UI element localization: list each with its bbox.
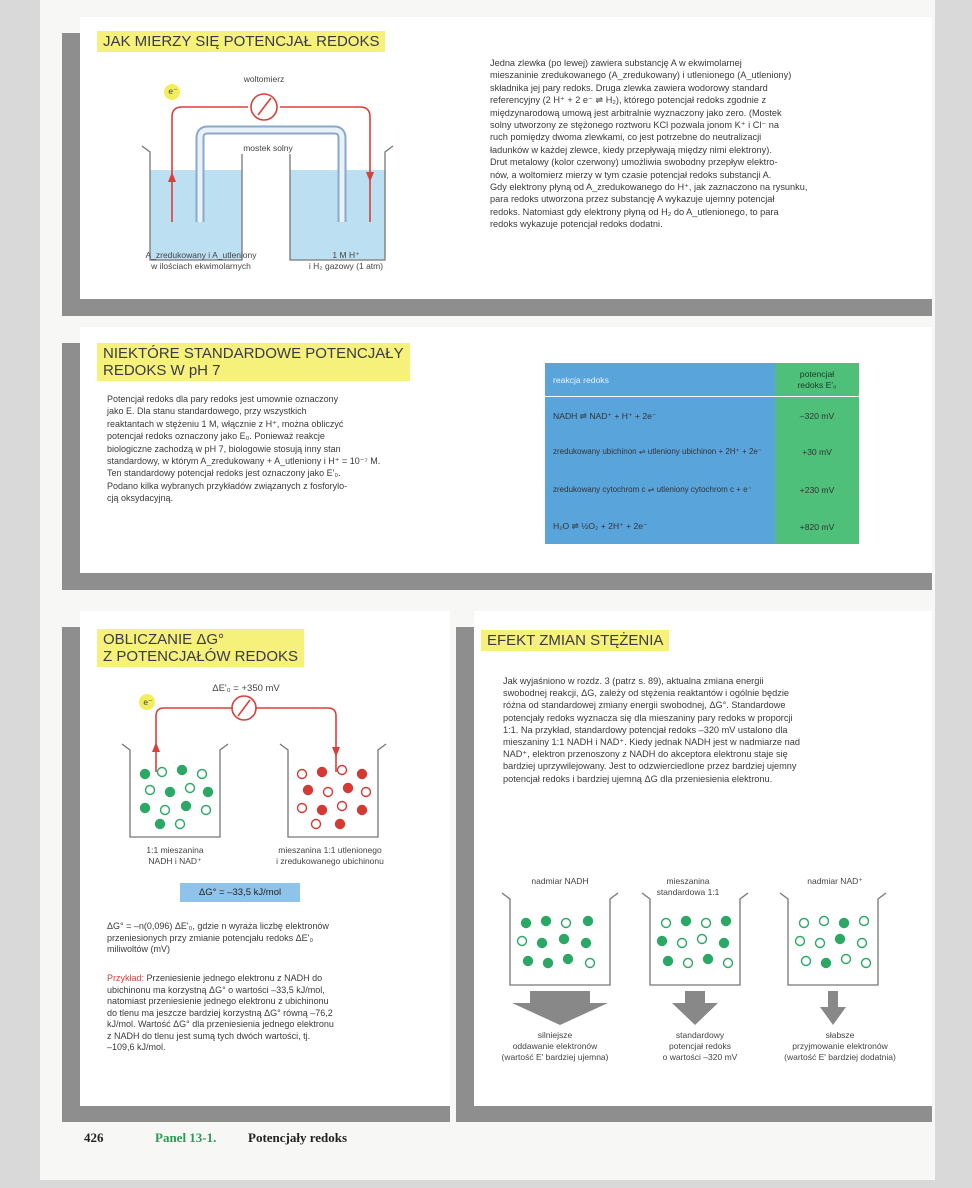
molecule-open — [161, 806, 170, 815]
molecule-filled — [182, 802, 191, 811]
molecule-filled — [156, 820, 165, 829]
delta-g-value: ΔG° = –33,5 kJ/mol — [180, 883, 300, 902]
beaker-label-excess-nad: nadmiar NAD⁺ — [807, 876, 863, 886]
salt-bridge-label: mostek solny — [228, 143, 308, 154]
electron-label: e⁻ — [143, 697, 153, 707]
molecule-open — [298, 770, 307, 779]
left-beaker-caption: 1:1 mieszanina NADH i NAD⁺ — [146, 845, 204, 866]
molecule-filled — [840, 919, 849, 928]
molecule-filled — [178, 766, 187, 775]
molecule-open — [662, 919, 671, 928]
molecule-open — [158, 768, 167, 777]
molecule-open — [562, 919, 571, 928]
molecule-filled — [542, 917, 551, 926]
molecule-filled — [358, 806, 367, 815]
voltmeter-label: woltomierz — [243, 74, 285, 84]
molecule-open — [176, 820, 185, 829]
molecule-filled — [344, 784, 353, 793]
molecule-filled — [584, 917, 593, 926]
molecule-open — [860, 917, 869, 926]
molecule-open — [198, 770, 207, 779]
molecule-open — [796, 937, 805, 946]
page-number: 426 — [84, 1130, 104, 1145]
molecule-filled — [318, 806, 327, 815]
molecule-filled — [836, 935, 845, 944]
molecule-filled — [544, 959, 553, 968]
molecule-filled — [538, 939, 547, 948]
molecule-open — [702, 919, 711, 928]
table-row: H₂O ⇌ ½O₂ + 2H⁺ + 2e⁻ +820 mV — [553, 521, 835, 532]
molecule-open — [186, 784, 195, 793]
molecule-filled — [560, 935, 569, 944]
molecule-open — [816, 939, 825, 948]
left-beaker-label: A_zredukowany i A_utleniony w ilościach ekwimolarnych — [145, 250, 257, 271]
medium-arrow-icon — [672, 991, 718, 1025]
molecule-open — [800, 919, 809, 928]
ubiquinone-dots — [298, 766, 371, 829]
molecule-open — [862, 959, 871, 968]
molecule-filled — [141, 770, 150, 779]
panel2-title: NIEKTÓRE STANDARDOWE POTENCJAŁY REDOKS W pH 7 — [97, 343, 410, 381]
molecule-filled — [304, 786, 313, 795]
panel3-title: OBLICZANIE ΔG° Z POTENCJAŁÓW REDOKS — [97, 629, 304, 667]
redox-potentials-table — [545, 363, 859, 544]
right-beaker-label: 1 M H⁺ i H₂ gazowy (1 atm) — [308, 250, 384, 271]
redox-measurement-diagram — [120, 72, 420, 272]
molecule-open — [858, 939, 867, 948]
molecule-open — [586, 959, 595, 968]
concentration-diagram — [490, 893, 910, 1033]
table-row: zredukowany cytochrom c ⇌ utleniony cytochrom c + e⁻ +230 mV — [553, 485, 835, 495]
panel1-title: JAK MIERZY SIĘ POTENCJAŁ REDOKS — [97, 31, 385, 52]
molecule-open — [820, 917, 829, 926]
molecule-filled — [682, 917, 691, 926]
right-beaker-caption: mieszanina 1:1 utlenionego i zredukowanego ubichinonu — [276, 845, 384, 866]
panel4-text: Jak wyjaśniono w rozdz. 3 (patrz s. 89), aktualna zmiana energii swobodnej reakcji, ΔG, zależy od stężenia reaktantów i ogólnie będzie różna od standardowej zmiany energii swobodnej, ΔG°. Standardowe potencjały redoks wyznacza się dla mieszaniny pary redoks w proporcji 1:1. Na przykład, standardowy potencjał redoks –320 mV ustalono dla mieszaniny 1:1 NADH i NAD⁺. Kiedy jednak NADH jest w nadmiarze nad NAD⁺, elektron przenoszony z NADH do akceptora elektronu staje się bardziej uprzywilejowany. Jest to odzwierciedlone przez bardziej ujemny potencjał redoks i bardziej ujemną ΔG dla przeniesienia elektronu. — [503, 676, 800, 784]
molecule-open — [324, 788, 333, 797]
molecule-open — [684, 959, 693, 968]
molecule-filled — [720, 939, 729, 948]
delta-e-label: ΔE'₀ = +350 mV — [212, 683, 280, 694]
panel-footer-title: Potencjały redoks — [248, 1130, 348, 1145]
molecule-filled — [822, 959, 831, 968]
molecule-open — [362, 788, 371, 797]
panel4-title: EFEKT ZMIAN STĘŻENIA — [481, 630, 669, 651]
caption-excess-nadh: silniejsze oddawanie elektronów (wartość E' bardziej ujemna) — [501, 1030, 609, 1062]
beaker-label-excess-nadh: nadmiar NADH — [531, 876, 589, 886]
molecule-open — [298, 804, 307, 813]
molecule-open — [146, 786, 155, 795]
molecule-filled — [704, 955, 713, 964]
molecule-filled — [664, 957, 673, 966]
molecule-filled — [358, 770, 367, 779]
caption-standard-mixture: standardowy potencjał redoks o wartości –320 mV — [662, 1030, 738, 1062]
dots-excess-nadh — [518, 917, 595, 968]
small-arrow-icon — [820, 991, 846, 1025]
molecule-open — [724, 959, 733, 968]
panel-label: Panel 13-1. — [155, 1130, 217, 1145]
molecule-open — [842, 955, 851, 964]
molecule-filled — [166, 788, 175, 797]
caption-excess-nad: słabsze przyjmowanie elektronów (wartość E' bardziej dodatnia) — [784, 1030, 896, 1062]
panel1-text: Jedna zlewka (po lewej) zawiera substancję A w ekwimolarnej mieszaninie zredukowanego (A_zredukowany) i utlenionego (A_utleniony) składnika jej pary redoks. Druga zlewka zawiera wodorowy standard referencyjny (2 H⁺ + 2 e⁻ ⇌ H₂), którego potencjał redoks zgodnie z międzynarodową umową jest arbitralnie wyznaczony jako zero. (Mostek solny utworzony ze stężonego roztworu KCl pozwala jonom K⁺ i Cl⁻ na ruch pomiędzy dwoma zlewkami, co jest potrzebne do neutralizacji ładunków w każdej zlewce, kiedy przepływają między nimi elektrony). Drut metalowy (kolor czerwony) umożliwia swobodny przepływ elektro- nów, a woltomierz mierzy w tym czasie potencjał redoks substancji A. Gdy elektrony płyną od A_zredukowanego do H⁺, jak zaznaczono na rysunku, para redoks utworzona przez substancję A wykazuje ujemny potencjał redoks. Natomiast gdy elektrony płyną od H₂ do A_utlenionego, to para redoks wykazuje potencjał redoks dodatni. — [490, 58, 808, 230]
molecule-filled — [336, 820, 345, 829]
molecule-filled — [658, 937, 667, 946]
molecule-open — [698, 935, 707, 944]
panel2-text: Potencjał redoks dla pary redoks jest umownie oznaczony jako E. Dla stanu standardowego, przy wszystkich reaktantach w stężeniu 1 M, włącznie z H⁺, można obliczyć potencjał redoks oznaczony jako E₀. Ponieważ reakcje biologiczne zachodzą w pH 7, biologowie stosują inny stan standardowy, w którym A_zredukowany + A_utleniony i H⁺ = 10⁻⁷ M. Ten standardowy potencjał redoks jest oznaczony jako E'₀. Podano kilka wybranych przykładów związanych z fosforylo- cją oksydacyjną. — [107, 394, 381, 504]
delta-g-formula: ΔG° = –n(0,096) ΔE'₀, gdzie n wyraża liczbę elektronów przeniesionych przy zmianie potencjału redoks ΔE'₀ miliwoltów (mV) — [107, 921, 329, 954]
dots-excess-nad — [796, 917, 871, 968]
delta-g-diagram — [120, 692, 420, 842]
molecule-open — [312, 820, 321, 829]
beaker-label-standard-mixture: mieszanina standardowa 1:1 — [656, 876, 720, 897]
large-arrow-icon — [512, 991, 608, 1025]
molecule-filled — [522, 919, 531, 928]
molecule-filled — [582, 939, 591, 948]
molecule-open — [202, 806, 211, 815]
delta-g-example: Przykład: Przeniesienie jednego elektronu z NADH do ubichinonu ma korzystną ΔG° o wartości –33,5 kJ/mol, natomiast przeniesienie jednego elektronu z ubichinonu do tlenu ma jeszcze bardziej korzystną ΔG° równą –76,2 kJ/mol. Wartość ΔG° dla przeniesienia jednego elektronu z NADH do tlenu jest sumą tych dwóch wartości, tj. –109,6 kJ/mol. — [107, 973, 334, 1052]
molecule-filled — [564, 955, 573, 964]
electron-label: e⁻ — [168, 86, 178, 96]
molecule-open — [338, 766, 347, 775]
molecule-filled — [524, 957, 533, 966]
molecule-filled — [318, 768, 327, 777]
nadh-dots — [141, 766, 213, 829]
table-row: NADH ⇌ NAD⁺ + H⁺ + 2e⁻ –320 mV — [553, 410, 835, 421]
molecule-open — [802, 957, 811, 966]
dots-standard-mixture — [658, 917, 733, 968]
molecule-filled — [722, 917, 731, 926]
molecule-open — [678, 939, 687, 948]
molecule-filled — [204, 788, 213, 797]
molecule-open — [518, 937, 527, 946]
molecule-open — [338, 802, 347, 811]
table-row: zredukowany ubichinon ⇌ utleniony ubichinon + 2H⁺ + 2e⁻ +30 mV — [553, 447, 832, 457]
molecule-filled — [141, 804, 150, 813]
table-header: reakcja redoks potencjał redoks E'₀ — [553, 368, 837, 390]
